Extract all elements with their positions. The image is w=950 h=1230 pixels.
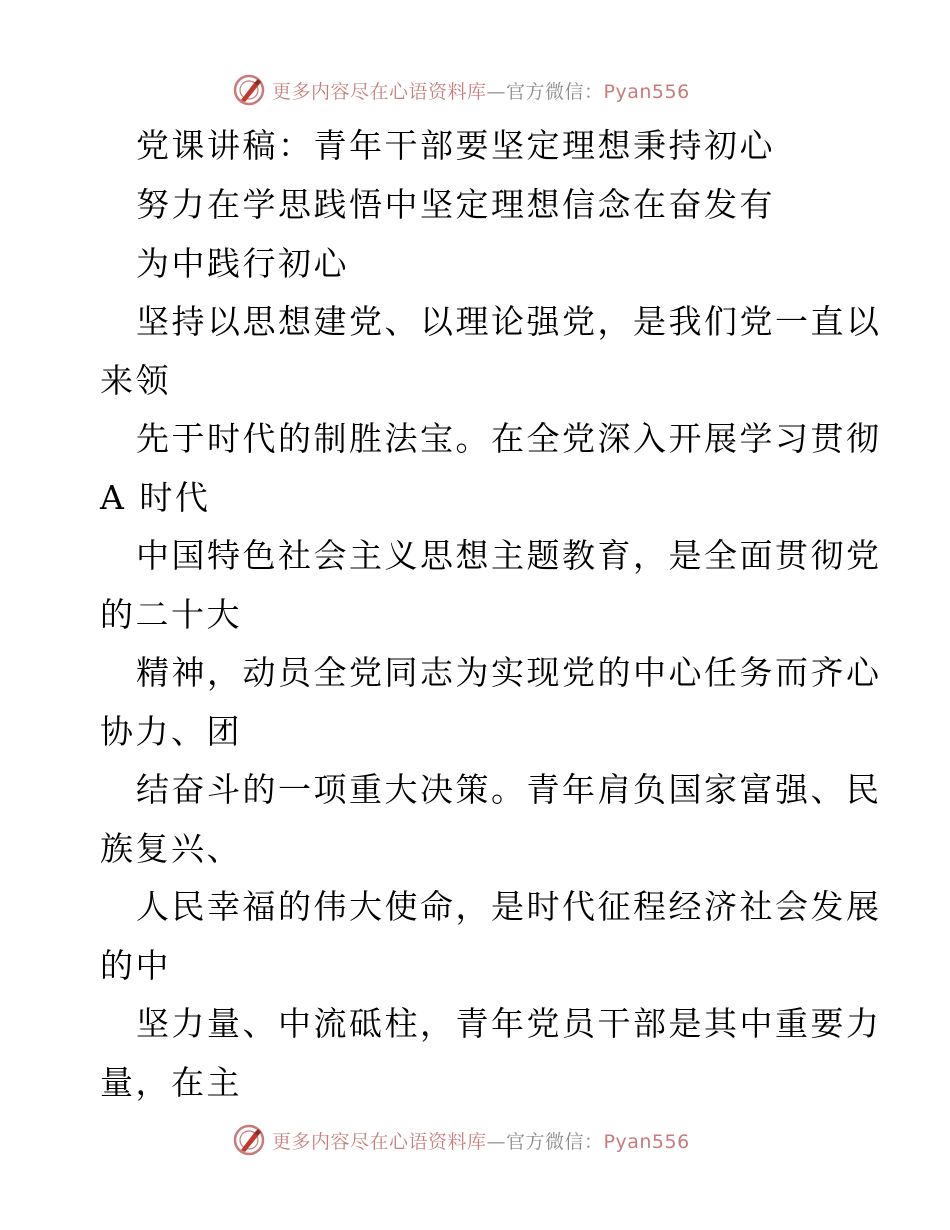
paragraph-line-tail: A 时代 [100,478,211,517]
paragraph-line-tail: 来领 [100,361,171,400]
paragraph-line-tail: 的二十大 [100,595,242,634]
title-line-2: 努力在学思践悟中坚定理想信念在奋发有 [136,185,775,224]
watermark-text [272,77,690,104]
title-line-3: 为中践行初心 [136,244,349,283]
watermark-wechat-label: 官方微信： [506,1130,604,1153]
header-watermark [232,70,690,110]
title-line-1: 党课讲稿：青年干部要坚定理想秉持初心 [136,126,775,165]
paragraph-line: 结奋斗的一项重大决策。青年肩负国家富强、民 [136,770,882,809]
watermark-wechat-id: Pyan556 [603,80,690,103]
paragraph-line: 人民幸福的伟大使命，是时代征程经济社会发展 [136,887,882,926]
paragraph-line-tail: 协力、团 [100,712,242,751]
watermark-separator: — [486,1130,507,1153]
paragraph-line: 坚持以思想建党、以理论强党，是我们党一直以 [136,302,882,341]
paragraph-line-tail: 量，在主 [100,1063,242,1102]
paragraph-line: 先于时代的制胜法宝。在全党深入开展学习贯彻 [136,419,882,458]
watermark-text [272,1127,690,1154]
watermark-separator: — [486,80,507,103]
watermark-site-name: 更多内容尽在心语资料库 [272,1130,487,1153]
watermark-wechat-label: 官方微信： [506,80,604,103]
watermark-site-name: 更多内容尽在心语资料库 [272,80,487,103]
watermark-wechat-id: Pyan556 [603,1130,690,1153]
paragraph-line-tail: 的中 [100,946,171,985]
pen-nib-logo-icon [232,1123,266,1157]
paragraph-line-tail: 族复兴、 [100,829,242,868]
paragraph-line: 坚力量、中流砥柱，青年党员干部是其中重要力 [136,1004,882,1043]
paragraph-line: 精神，动员全党同志为实现党的中心任务而齐心 [136,653,882,692]
footer-watermark [232,1120,690,1160]
pen-nib-logo-icon [232,73,266,107]
paragraph-line: 中国特色社会主义思想主题教育，是全面贯彻党 [136,536,882,575]
